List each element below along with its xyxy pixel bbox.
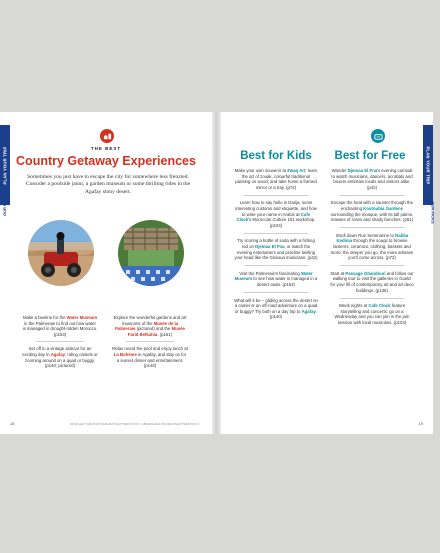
- plan-your-trip-tab: PLAN YOUR TRIP: [0, 125, 10, 205]
- book-spine: [212, 112, 221, 434]
- list-item: Escape the heat with a saunter through the enchanting Koutoubia Gardens surrounding the mosque, with its tall palms, masses of roses and shady benches. (p51): [330, 200, 414, 223]
- free-title: Best for Free: [334, 150, 406, 162]
- page-number-left: 18: [10, 421, 15, 426]
- our-picks-side-label: OUR PICKS: [430, 201, 436, 224]
- our-picks-side-label: OUR PICKS: [2, 193, 7, 216]
- list-item: Week nights at Cafe Clock feature storytelling and concerts: go on a Wednesday and you can join in the jam session with local musicians. (p104): [334, 303, 410, 325]
- divider: [36, 341, 84, 342]
- list-item: Wander Djemaa El Fna's evening carnival to watch musicians, dancers, acrobats and boxers entertain locals and visitors alike. (p42): [331, 168, 413, 190]
- list-item: Learn how to say hello in Darija, some interesting customs and etiquette, and how to write your name in Arabic at Cafe Clock's Moroccan Culture 101 workshop. (p104): [235, 200, 317, 228]
- divider: [244, 233, 308, 234]
- list-item: Set off in a vintage sidecar for an exciting day in Agafay, riding camels or zooming around on a quad or buggy. (p140; pictured): [22, 346, 98, 369]
- kids-column: [234, 168, 318, 320]
- list-item: Stroll down Rue Semmarine to Rahba Kedima through the souqs to browse lanterns, ceramics, clothing, baskets and more: the deeper you go, the more artisans you'll come across. (p72): [330, 232, 414, 261]
- list-item: Try scoring a bottle of soda with a fishing rod on Djemaa El Fna, or watch the evening entertainers and practise twirling your head like the Gnaoua musicians. (p42): [234, 238, 318, 261]
- divider: [126, 341, 174, 342]
- divider: [244, 292, 308, 293]
- intro-text: Sometimes you just have to escape the city for somewhere less frenzied. Consider a poolside jaunt, a garden museum or some thrilling rides in the Agafay stony desert.: [25, 174, 191, 195]
- divider: [340, 265, 404, 266]
- list-item: Explore the wonderful gardens and art museums of the Musée de la Palmeraie (pictured) and the Musée Farid Belkahia. (p151): [113, 315, 187, 337]
- quad-bike-photo: [28, 220, 94, 286]
- list-item: Make a beeline for the Water Museum in the Palmeraie to find out how water is managed in drought-ridden Morocco. (p153): [22, 315, 98, 337]
- country-badge-icon: [100, 129, 114, 143]
- divider: [340, 298, 404, 299]
- left-page: [0, 112, 212, 434]
- list-item: Start at Passage Ghandouri and follow our walking tour to visit the galleries in Gueliz for your fill of contemporary art and art deco buildings. (p136): [330, 270, 414, 293]
- divider: [340, 227, 404, 228]
- kids-title: Best for Kids: [240, 150, 312, 162]
- page-title: Country Getaway Experiences: [16, 154, 196, 168]
- divider: [340, 195, 404, 196]
- garden-museum-photo: [118, 220, 184, 286]
- left-column-2: [112, 315, 188, 369]
- photo-credits: FROM LEFT: ABD PHOTOGRAPHY/SHUTTERSTOCK ©; ABDESSAMAD BOUZDIK/SHUTTERSTOCK ©: [70, 423, 201, 426]
- free-badge-icon: [371, 129, 385, 143]
- page-number-right: 19: [418, 421, 423, 426]
- left-column-1: [22, 315, 98, 369]
- right-page: [221, 112, 436, 434]
- divider: [244, 265, 308, 266]
- list-item: Relax round the pool and enjoy lunch at La Bohème in Agafay, and stay on for a sunset dinner and entertainment. (p140): [112, 346, 188, 369]
- list-item: Visit the Palmeraie's fascinating Water Museum to see how water is managed in a desert oasis. (p153): [234, 270, 318, 287]
- divider: [244, 195, 308, 196]
- plan-your-trip-tab: PLAN YOUR TRIP: [423, 125, 433, 205]
- kicker: THE BEST: [90, 146, 122, 151]
- list-item: Make your own souvenir at Zwaq Art: learn the art of zouak, colourful traditional painting on wood, and take home a framed mirror or a tray. (p74): [234, 168, 318, 190]
- free-column: [330, 168, 414, 325]
- list-item: What will it be – gliding across the desert on a camel or an off-road adventure on a quad or buggy? Try both on a day trip to Agafay. (p140): [234, 297, 318, 320]
